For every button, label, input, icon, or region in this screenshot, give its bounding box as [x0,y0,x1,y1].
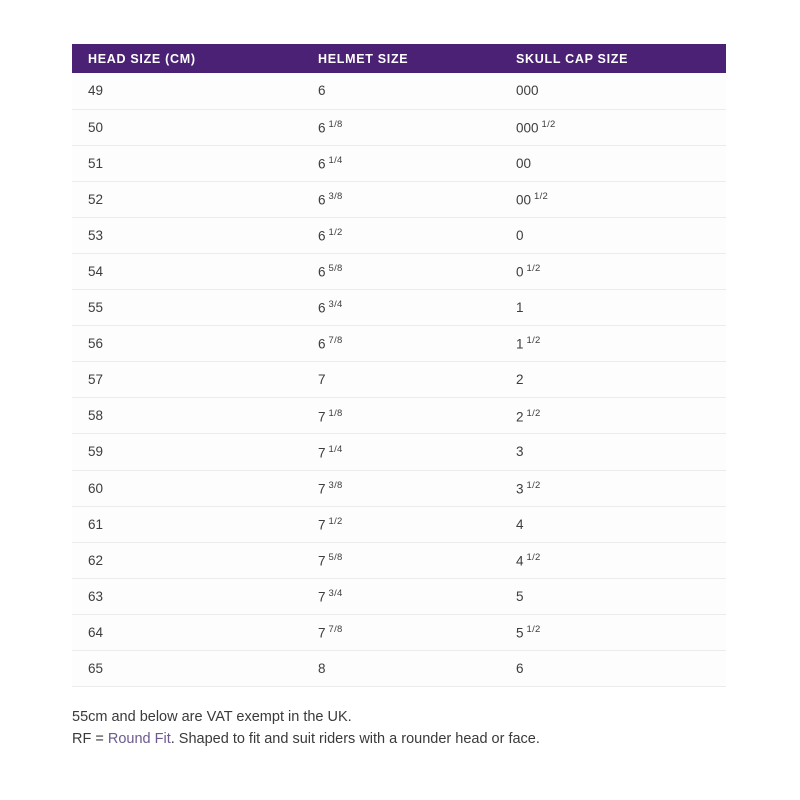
skull-cap-size-cell: 000 $^{1/2}$ [500,109,726,145]
round-fit-note [72,728,726,750]
skull-cap-size-fraction: 1/2 [526,263,541,275]
helmet-size-cell: 6 $^{1/4}$ [302,145,500,181]
helmet-size-cell: 6 $^{7/8}$ [302,326,500,362]
rf-note-suffix: . Shaped to fit and suit riders with a rounder head or face. [170,731,540,747]
helmet-size-cell: 7 $^{3/4}$ [302,578,500,614]
table-row [72,506,726,542]
head-size-cell: 58 [72,398,302,434]
table-row [72,290,726,326]
skull-cap-size-fraction: 1/2 [526,552,541,564]
rf-note-prefix: RF = [72,731,108,747]
table-row [72,578,726,614]
table-row [72,217,726,253]
helmet-size-fraction: 3/4 [328,299,343,311]
head-size-cell: 62 [72,542,302,578]
head-size-cell: 54 [72,253,302,289]
table-row [72,542,726,578]
table-row [72,614,726,650]
helmet-size-fraction: 5/8 [328,263,343,275]
head-size-cell: 64 [72,614,302,650]
helmet-size-fraction: 7/8 [328,335,343,347]
skull-cap-size-cell: 4 [500,506,726,542]
table-row [72,434,726,470]
skull-cap-size-cell: 5 $^{1/2}$ [500,614,726,650]
head-size-cell: 52 [72,181,302,217]
head-size-cell: 61 [72,506,302,542]
helmet-size-cell: 6 $^{5/8}$ [302,253,500,289]
skull-cap-size-cell: 3 $^{1/2}$ [500,470,726,506]
head-size-cell: 56 [72,326,302,362]
helmet-size-cell: 7 [302,362,500,398]
head-size-cell: 49 [72,73,302,109]
helmet-size-fraction: 7/8 [328,624,343,636]
helmet-size-cell: 6 $^{3/8}$ [302,181,500,217]
table-row [72,73,726,109]
helmet-size-fraction: 3/8 [328,479,343,491]
skull-cap-size-cell: 0 [500,217,726,253]
skull-cap-size-fraction: 1/2 [526,624,541,636]
skull-cap-size-cell: 5 [500,578,726,614]
head-size-cell: 55 [72,290,302,326]
helmet-size-fraction: 3/8 [328,191,343,203]
skull-cap-size-fraction: 1/2 [541,118,556,130]
column-header-skull-cap-size: SKULL CAP SIZE [500,44,726,73]
skull-cap-size-cell: 1 [500,290,726,326]
helmet-size-fraction: 1/2 [328,227,343,239]
helmet-size-fraction: 1/2 [328,515,343,527]
skull-cap-size-fraction: 1/2 [526,335,541,347]
column-header-helmet-size: HELMET SIZE [302,44,500,73]
table-row [72,181,726,217]
size-chart-table [72,44,726,687]
column-header-head-size: HEAD SIZE (CM) [72,44,302,73]
table-body [72,73,726,687]
skull-cap-size-fraction: 1/2 [526,479,541,491]
head-size-cell: 53 [72,217,302,253]
skull-cap-size-cell: 2 [500,362,726,398]
helmet-size-fraction: 1/8 [328,407,343,419]
helmet-size-cell: 6 $^{1/2}$ [302,217,500,253]
skull-cap-size-cell: 000 [500,73,726,109]
head-size-cell: 65 [72,651,302,687]
helmet-size-cell: 7 $^{1/2}$ [302,506,500,542]
table-row [72,145,726,181]
helmet-size-fraction: 1/4 [328,443,343,455]
skull-cap-size-cell: 2 $^{1/2}$ [500,398,726,434]
skull-cap-size-cell: 6 [500,651,726,687]
skull-cap-size-cell: 1 $^{1/2}$ [500,326,726,362]
table-row [72,253,726,289]
head-size-cell: 60 [72,470,302,506]
helmet-size-fraction: 5/8 [328,552,343,564]
helmet-size-fraction: 1/4 [328,154,343,166]
helmet-size-cell: 7 $^{1/4}$ [302,434,500,470]
helmet-size-cell: 7 $^{3/8}$ [302,470,500,506]
skull-cap-size-cell: 00 [500,145,726,181]
helmet-size-fraction: 1/8 [328,118,343,130]
round-fit-link[interactable]: Round Fit [107,731,171,747]
table-row [72,651,726,687]
head-size-cell: 50 [72,109,302,145]
skull-cap-size-fraction: 1/2 [526,407,541,419]
head-size-cell: 63 [72,578,302,614]
helmet-size-fraction: 3/4 [328,588,343,600]
head-size-cell: 57 [72,362,302,398]
table-row [72,470,726,506]
helmet-size-cell: 7 $^{1/8}$ [302,398,500,434]
footnotes [72,706,726,750]
skull-cap-size-cell: 4 $^{1/2}$ [500,542,726,578]
helmet-size-cell: 6 $^{1/8}$ [302,109,500,145]
table-row [72,109,726,145]
table-header [72,44,726,73]
size-chart-container [72,44,726,687]
table-row [72,326,726,362]
table-row [72,362,726,398]
vat-note: 55cm and below are VAT exempt in the UK. [72,709,352,725]
helmet-size-cell: 7 $^{5/8}$ [302,542,500,578]
skull-cap-size-fraction: 1/2 [534,191,549,203]
helmet-size-cell: 6 [302,73,500,109]
table-row [72,398,726,434]
head-size-cell: 51 [72,145,302,181]
skull-cap-size-cell: 00 $^{1/2}$ [500,181,726,217]
helmet-size-cell: 8 [302,651,500,687]
helmet-size-cell: 7 $^{7/8}$ [302,614,500,650]
head-size-cell: 59 [72,434,302,470]
helmet-size-cell: 6 $^{3/4}$ [302,290,500,326]
skull-cap-size-cell: 0 $^{1/2}$ [500,253,726,289]
skull-cap-size-cell: 3 [500,434,726,470]
